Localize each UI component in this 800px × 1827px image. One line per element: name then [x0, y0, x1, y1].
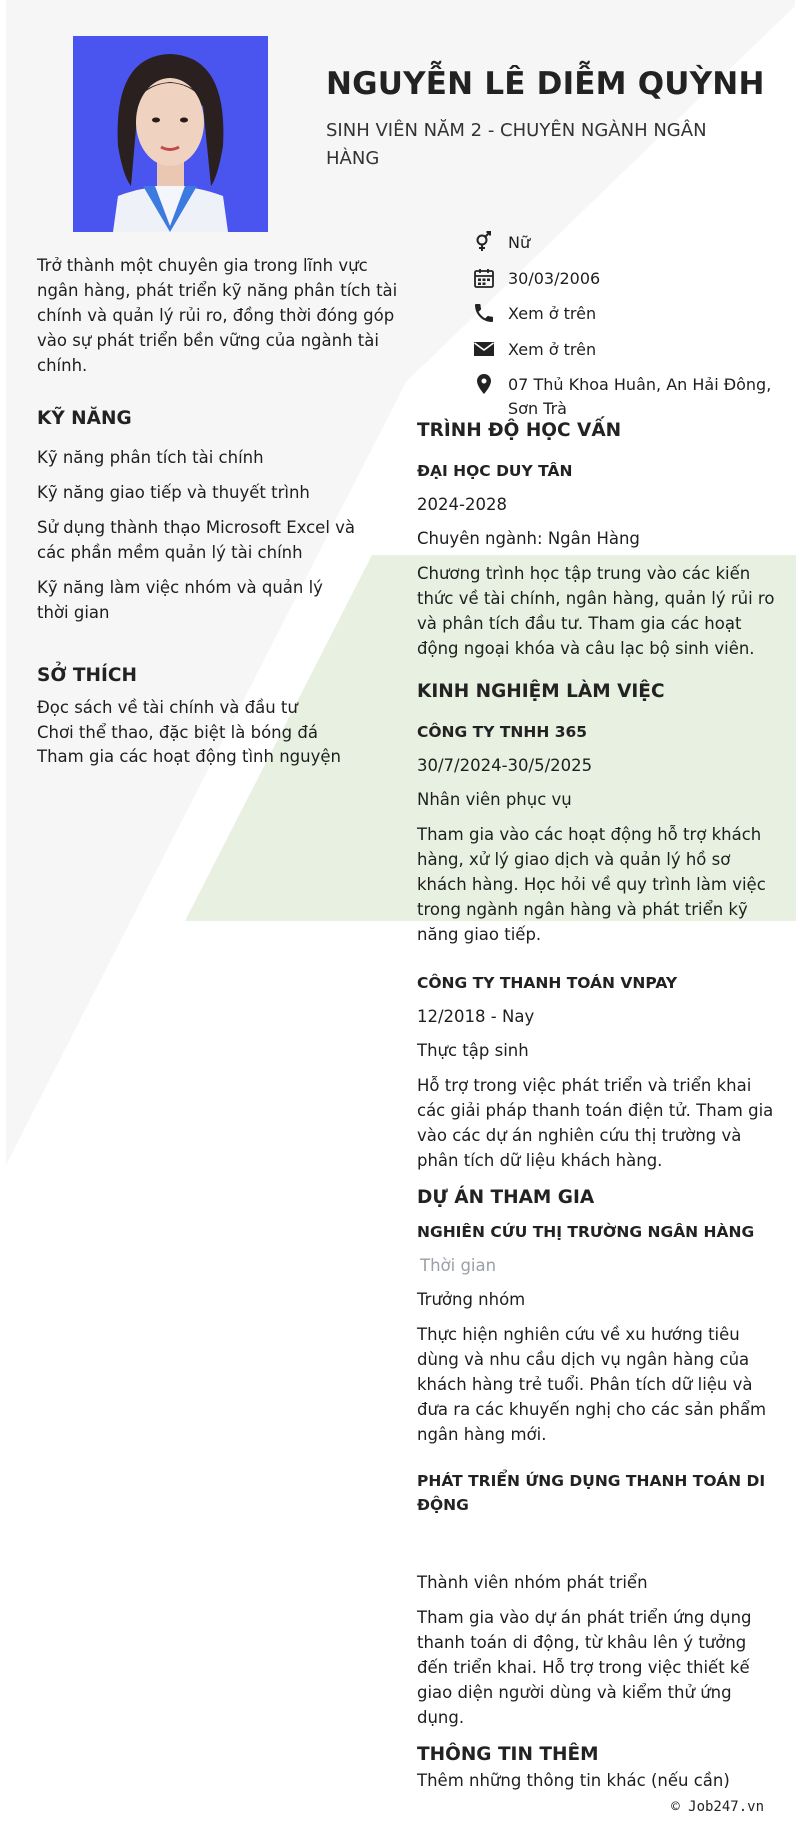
candidate-name: NGUYỄN LÊ DIỄM QUỲNH	[326, 66, 765, 102]
skill-item: Kỹ năng giao tiếp và thuyết trình	[37, 483, 310, 502]
profile-photo	[73, 36, 268, 232]
experience-description: Hỗ trợ trong việc phát triển và triển khai các giải pháp thanh toán điện tử. Tham gia vào các dự án nghiên cứu thị trường và phân tích dữ liệu khách hàng.	[417, 1076, 774, 1170]
project-name: NGHIÊN CỨU THỊ TRƯỜNG NGÂN HÀNG	[417, 1223, 755, 1241]
experience-role: Thực tập sinh	[417, 1041, 529, 1060]
additional-section	[417, 1744, 782, 1793]
project-time-empty	[417, 1527, 782, 1561]
projects-section	[417, 1187, 782, 1730]
hobby-item: Tham gia các hoạt động tình nguyện	[37, 747, 341, 766]
project-role: Thành viên nhóm phát triển	[417, 1573, 648, 1592]
project-role: Trưởng nhóm	[417, 1290, 526, 1309]
candidate-title: SINH VIÊN NĂM 2 - CHUYÊN NGÀNH NGÂN HÀNG	[326, 120, 707, 169]
experience-heading: KINH NGHIỆM LÀM VIỆC	[417, 681, 665, 702]
project-name: PHÁT TRIỂN ỨNG DỤNG THANH TOÁN DI ĐỘNG	[417, 1472, 766, 1514]
contact-email: Xem ở trên	[508, 339, 597, 359]
hobbies-list	[37, 696, 367, 770]
experience-company: CÔNG TY THANH TOÁN VNPAY	[417, 974, 678, 992]
contact-phone: Xem ở trên	[508, 304, 597, 323]
hobbies-heading: SỞ THÍCH	[37, 665, 137, 686]
contact-row-birthday	[472, 266, 772, 291]
experience-period: 12/2018 - Nay	[417, 1007, 535, 1026]
contact-address: 07 Thủ Khoa Huân, An Hải Đông, Sơn Trà	[508, 375, 772, 418]
skills-section	[37, 408, 357, 635]
contact-row-email	[472, 337, 772, 362]
experience-item	[417, 971, 782, 1173]
career-objective: Trở thành một chuyên gia trong lĩnh vực ngân hàng, phát triển kỹ năng phân tích tài chính và quản lý rủi ro, đồng thời đóng góp vào sự phát triển bền vững của ngành tài chính.	[37, 256, 398, 375]
project-item	[417, 1220, 782, 1447]
education-section	[417, 420, 782, 661]
footer-copyright: © Job247.vn	[671, 1799, 764, 1815]
hobbies-section	[37, 665, 367, 770]
education-period: 2024-2028	[417, 495, 507, 514]
experience-item	[417, 720, 782, 947]
projects-heading: DỰ ÁN THAM GIA	[417, 1187, 595, 1208]
project-item	[417, 1469, 782, 1730]
education-school: ĐẠI HỌC DUY TÂN	[417, 462, 573, 480]
email-icon	[472, 337, 496, 361]
gender-icon	[472, 230, 496, 254]
skill-item: Kỹ năng phân tích tài chính	[37, 448, 264, 467]
hobby-item: Chơi thể thao, đặc biệt là bóng đá	[37, 722, 318, 742]
experience-role: Nhân viên phục vụ	[417, 790, 572, 809]
contact-info	[472, 230, 772, 432]
project-time-placeholder: Thời gian	[420, 1256, 497, 1275]
skill-item: Sử dụng thành thạo Microsoft Excel và các phần mềm quản lý tài chính	[37, 518, 356, 562]
education-major: Chuyên ngành: Ngân Hàng	[417, 529, 640, 548]
calendar-icon	[472, 266, 496, 290]
phone-icon	[472, 301, 496, 325]
hobby-item: Đọc sách về tài chính và đầu tư	[37, 698, 298, 717]
education-heading: TRÌNH ĐỘ HỌC VẤN	[417, 420, 622, 441]
right-column	[417, 420, 782, 1803]
experience-period: 30/7/2024-30/5/2025	[417, 756, 593, 775]
skill-item: Kỹ năng làm việc nhóm và quản lý thời gian	[37, 578, 323, 622]
experience-company: CÔNG TY TNHH 365	[417, 723, 588, 741]
contact-row-phone	[472, 301, 772, 326]
contact-row-address	[472, 372, 772, 421]
skills-list	[37, 445, 357, 625]
project-description: Thực hiện nghiên cứu về xu hướng tiêu dùng và nhu cầu dịch vụ ngân hàng của khách hàng trẻ tuổi. Phân tích dữ liệu và đưa ra các khuyến nghị cho các sản phẩm ngân hàng mới.	[417, 1325, 767, 1444]
location-icon	[472, 372, 496, 396]
additional-text: Thêm những thông tin khác (nếu cần)	[417, 1771, 730, 1790]
contact-row-gender	[472, 230, 772, 255]
skills-heading: KỸ NĂNG	[37, 408, 132, 429]
contact-gender: Nữ	[508, 233, 531, 252]
additional-heading: THÔNG TIN THÊM	[417, 1744, 599, 1765]
project-description: Tham gia vào dự án phát triển ứng dụng thanh toán di động, từ khâu lên ý tưởng đến triển khai. Hỗ trợ trong việc thiết kế giao diện người dùng và kiểm thử ứng dụng.	[417, 1608, 752, 1727]
experience-description: Tham gia vào các hoạt động hỗ trợ khách hàng, xử lý giao dịch và quản lý hồ sơ khách hàng. Học hỏi về quy trình làm việc trong ngành ngân hàng và phát triển kỹ năng giao tiếp.	[417, 825, 766, 944]
education-description: Chương trình học tập trung vào các kiến thức về tài chính, ngân hàng, quản lý rủi ro và phân tích đầu tư. Tham gia các hoạt động ngoại khóa và câu lạc bộ sinh viên.	[417, 564, 775, 658]
experience-section	[417, 681, 782, 1173]
contact-birthday: 30/03/2006	[508, 268, 601, 288]
